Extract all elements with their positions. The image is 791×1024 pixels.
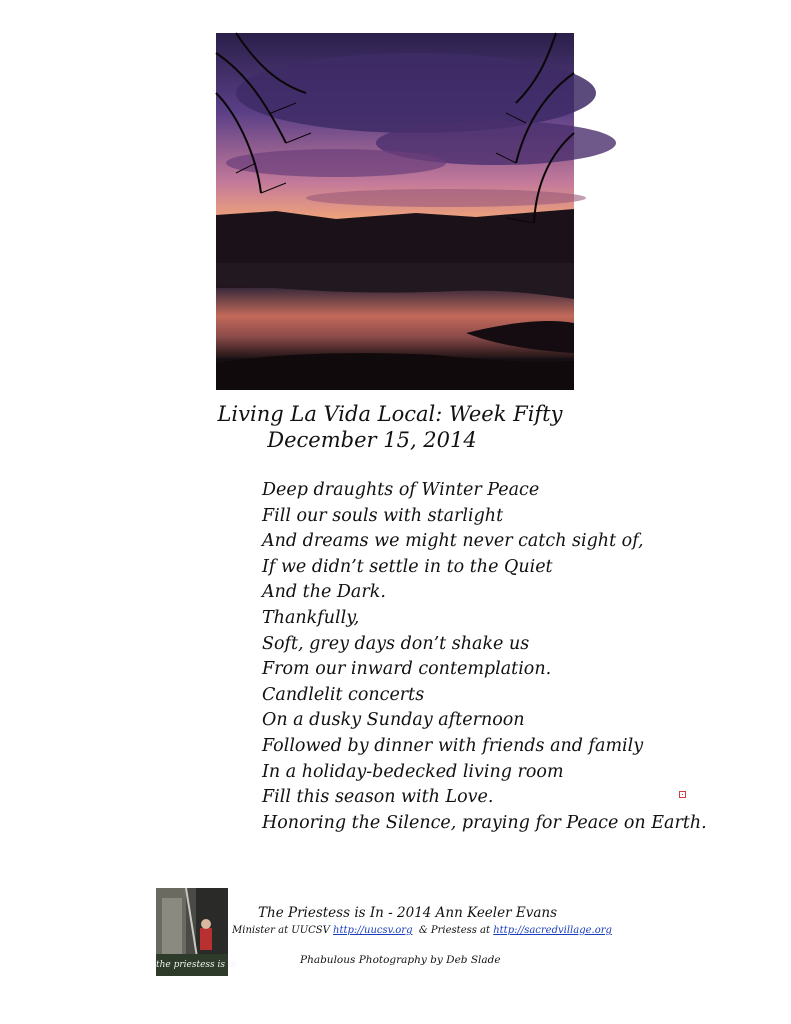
poem-line: Soft, grey days don’t shake us <box>262 633 530 654</box>
poem-line: If we didn’t settle in to the Quiet <box>262 556 553 577</box>
page-date: December 15, 2014 <box>267 428 477 452</box>
sunset-lake-photo <box>216 33 574 390</box>
poem-line: Deep draughts of Winter Peace <box>262 480 540 500</box>
minister-prefix: Minister at UUCSV <box>232 925 334 936</box>
byline: The Priestess is In - 2014 Ann Keeler Evans <box>258 905 558 921</box>
poem-line: On a dusky Sunday afternoon <box>262 710 525 731</box>
minister-line <box>232 925 612 936</box>
photo-credit: Phabulous Photography by Deb Slade <box>300 954 501 966</box>
poem-line: Fill our souls with starlight <box>262 505 504 526</box>
poem-line: And the Dark. <box>262 582 386 603</box>
page-title: Living La Vida Local: Week Fifty <box>217 402 563 426</box>
priestess-thumbnail <box>156 888 237 976</box>
poem-line: Fill this season with Love. <box>262 787 494 808</box>
poem-line: In a holiday-bedecked living room <box>262 761 564 782</box>
poem-line: Candlelit concerts <box>262 684 425 705</box>
poem-line: Followed by dinner with friends and family <box>262 735 644 756</box>
poem <box>262 478 707 836</box>
sacredvillage-link[interactable]: http://sacredvillage.org <box>493 925 612 936</box>
poem-line: From our inward contemplation. <box>262 659 552 680</box>
thumbnail-caption: the priestess is in <box>156 960 237 970</box>
poem-line: Thankfully, <box>262 607 360 628</box>
uucsv-link[interactable]: http://uucsv.org <box>333 925 413 936</box>
priestess-label: & Priestess at <box>412 925 494 936</box>
poem-line: And dreams we might never catch sight of, <box>262 531 644 552</box>
embedded-object-marker-icon <box>679 791 686 798</box>
poem-line: Honoring the Silence, praying for Peace on Earth. <box>262 812 707 833</box>
sunset-photo-graphic <box>216 33 574 390</box>
